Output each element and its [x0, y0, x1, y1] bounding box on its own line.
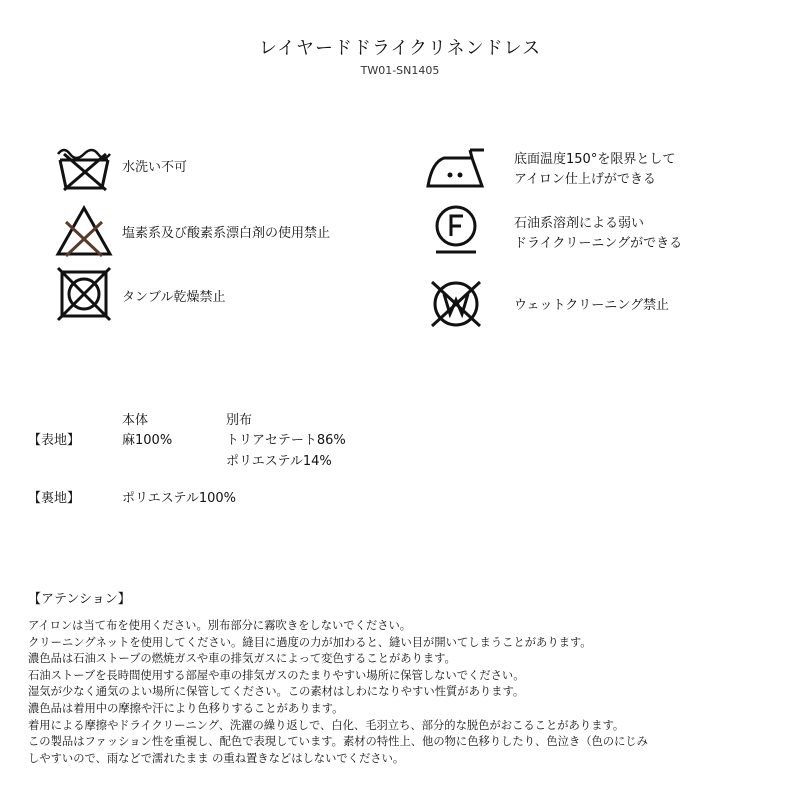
- attention-heading: 【アテンション】: [28, 592, 131, 607]
- product-title: レイヤードドライクリネンドレス: [258, 38, 542, 59]
- attention-line-1: アイロンは当て布を使用ください。別布部分に霧吹きをしないでください。: [28, 619, 412, 632]
- care-iron-line-1: 底面温度150°を限界として: [514, 152, 676, 167]
- care-wash-text: 水洗い不可: [122, 160, 188, 175]
- no-bleach-icon: [52, 204, 116, 260]
- care-dry-line-1: 石油系溶剤による弱い: [514, 216, 645, 231]
- attention-line-3: 濃色品は石油ストーブの燃焼ガスや車の排気ガスによって変色することがあります。: [28, 652, 456, 666]
- attention-line-6: 濃色品は着用中の摩擦や汗により色移りすることがあります。: [28, 701, 344, 715]
- product-code: TW01-SN1405: [360, 64, 440, 77]
- dry-clean-f-icon: [424, 202, 488, 258]
- attention-line-8: この製品はファッション性を重視し、配色で表現しています。素材の特性上、他の物に色移りしたり、色泣き（色のにじみ: [28, 735, 648, 749]
- care-dry-text: [514, 214, 682, 254]
- no-tumble-dry-icon: [52, 266, 116, 322]
- outer-other-line-2: ポリエステル14%: [226, 454, 332, 469]
- outer-label: 【表地】: [28, 433, 81, 448]
- materials-col-main: 本体: [122, 413, 149, 428]
- care-wet-text: ウェットクリーニング禁止: [514, 298, 669, 313]
- care-iron-text: [514, 150, 675, 190]
- attention-line-4: 石油ストーブを長時間使用する部屋や車の排気ガスのたまりやすい場所に保管しないでください。: [28, 668, 525, 682]
- no-wash-icon: [52, 140, 116, 196]
- attention-line-7: 着用による摩擦やドライクリーニング、洗濯の繰り返しで、白化、毛羽立ち、部分的な脱色がおこることがあります。: [28, 718, 625, 732]
- care-bleach-text: 塩素系及び酸素系漂白剤の使用禁止: [122, 226, 331, 241]
- attention-line-2: クリーニングネットを使用してください。縫目に過度の力が加わると、縫い目が開いてしまうことがあります。: [28, 635, 592, 649]
- outer-other-line-1: トリアセテート86%: [226, 433, 346, 448]
- attention-notes: [28, 618, 788, 767]
- lining-main-value: ポリエステル100%: [122, 491, 236, 506]
- attention-line-9: しやすいので、雨などで濡れたまま の重ね置きなどはしないでください。: [28, 751, 405, 765]
- iron-icon: [424, 142, 488, 198]
- lining-label: 【裏地】: [28, 491, 81, 506]
- care-tumble-text: タンブル乾燥禁止: [122, 290, 226, 305]
- attention-line-5: 湿気が少なく通気のよい場所に保管してください。この素材はしわになりやすい性質があります。: [28, 685, 525, 699]
- care-dry-line-2: ドライクリーニングができる: [514, 236, 683, 251]
- care-iron-line-2: アイロン仕上げができる: [514, 172, 656, 187]
- outer-main-value: 麻100%: [122, 433, 173, 448]
- materials-col-other: 別布: [226, 413, 253, 428]
- no-wet-clean-icon: [424, 276, 488, 332]
